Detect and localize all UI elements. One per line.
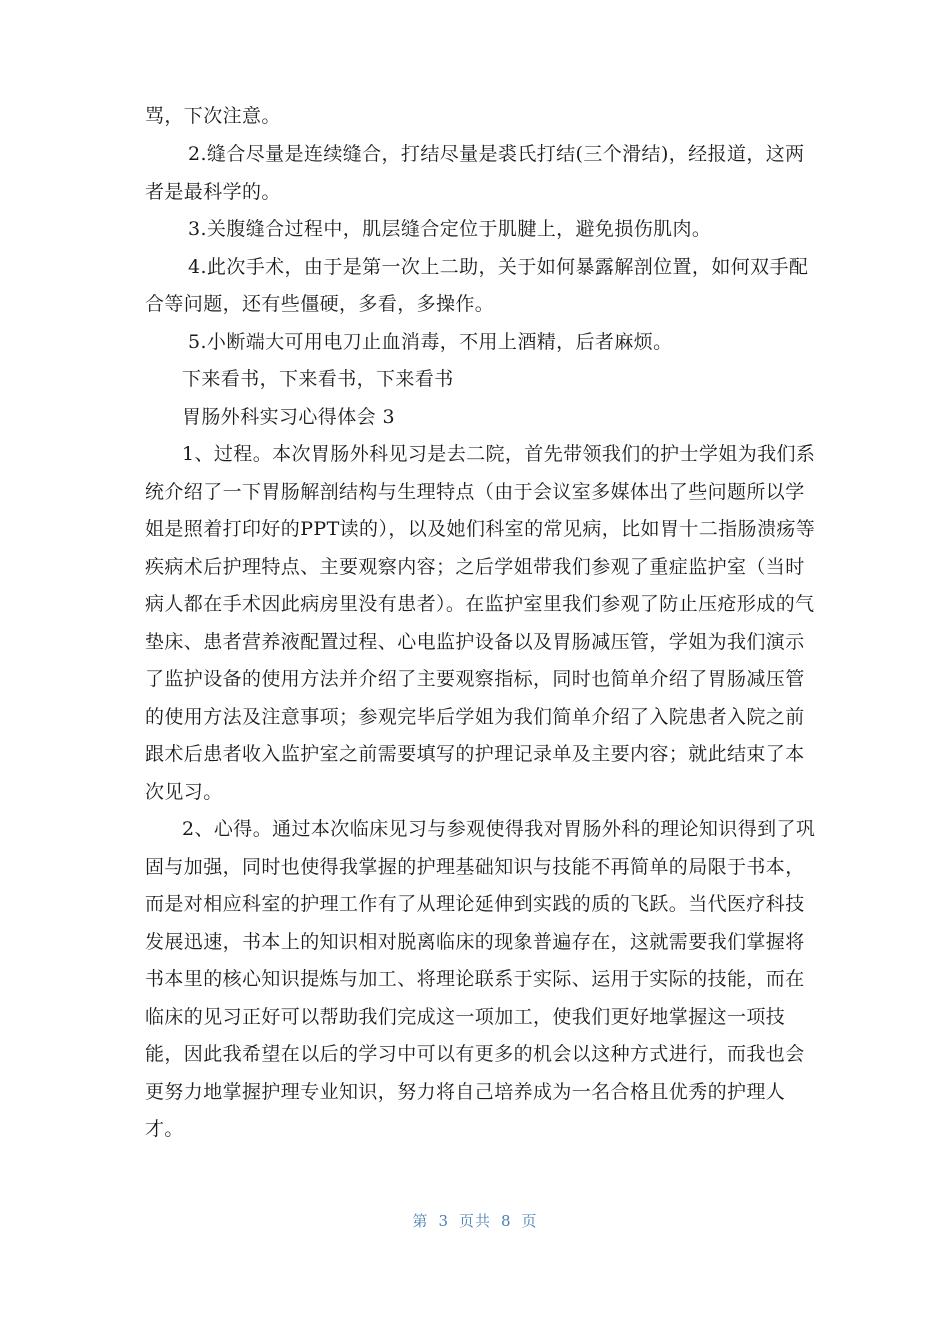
text-line: 能，因此我希望在以后的学习中可以有更多的机会以这种方式进行，而我也会 [145, 1043, 805, 1065]
text-line: 2.缝合尽量是连续缝合，打结尽量是裘氏打结(三个滑结)，经报道，这两 [188, 143, 805, 165]
text-line: 4.此次手术，由于是第一次上二助，关于如何暴露解剖位置，如何双手配 [188, 256, 809, 278]
text-line: 次见习。 [145, 781, 223, 803]
text-line: 跟术后患者收入监护室之前需要填写的护理记录单及主要内容；就此结束了本 [145, 743, 805, 765]
text-line: 2、心得。通过本次临床见习与参观使得我对胃肠外科的理论知识得到了巩 [182, 818, 816, 840]
text-line: 了监护设备的使用方法并介绍了主要观察指标，同时也简单介绍了胃肠减压管 [145, 668, 805, 690]
footer-middle: 页共 [458, 1212, 491, 1230]
text-line: 1、过程。本次胃肠外科见习是去二院，首先带领我们的护士学姐为我们系 [182, 443, 816, 465]
text-line: 发展迅速，书本上的知识相对脱离临床的现象普遍存在，这就需要我们掌握将 [145, 931, 805, 953]
page-footer [0, 1210, 950, 1231]
text-line: 书本里的核心知识提炼与加工、将理论联系于实际、运用于实际的技能，而在 [145, 968, 805, 990]
text-line: 的使用方法及注意事项；参观完毕后学姐为我们简单介绍了入院患者入院之前 [145, 706, 805, 728]
current-page-number: 3 [438, 1212, 449, 1230]
text-line: 骂，下次注意。 [145, 105, 281, 127]
text-line: 病人都在手术因此病房里没有患者）。在监护室里我们参观了防止压疮形成的气 [145, 593, 815, 615]
text-line: 才。 [145, 1118, 184, 1140]
text-line: 下来看书，下来看书，下来看书 [182, 368, 454, 390]
text-line: 统介绍了一下胃肠解剖结构与生理特点（由于会议室多媒体出了些问题所以学 [145, 481, 805, 503]
text-line: 疾病术后护理特点、主要观察内容；之后学姐带我们参观了重症监护室（当时 [145, 556, 805, 578]
footer-prefix: 第 [412, 1212, 429, 1230]
text-line: 固与加强，同时也使得我掌握的护理基础知识与技能不再简单的局限于书本， [145, 856, 805, 878]
text-line: 临床的见习正好可以帮助我们完成这一项加工，使我们更好地掌握这一项技 [145, 1006, 786, 1028]
footer-suffix: 页 [521, 1212, 538, 1230]
text-line: 姐是照着打印好的PPT读的），以及她们科室的常见病，比如胃十二指肠溃疡等 [145, 518, 816, 540]
text-line: 5.小断端大可用电刀止血消毒，不用上酒精，后者麻烦。 [188, 331, 673, 353]
section-heading: 胃肠外科实习心得体会 3 [182, 406, 395, 428]
text-line: 3.关腹缝合过程中，肌层缝合定位于肌腱上，避免损伤肌肉。 [188, 218, 712, 240]
text-line: 垫床、患者营养液配置过程、心电监护设备以及胃肠减压管，学姐为我们演示 [145, 631, 805, 653]
text-line: 而是对相应科室的护理工作有了从理论延伸到实践的质的飞跃。当代医疗科技 [145, 893, 805, 915]
total-page-number: 8 [501, 1212, 512, 1230]
text-line: 者是最科学的。 [145, 181, 281, 203]
text-line: 更努力地掌握护理专业知识，努力将自己培养成为一名合格且优秀的护理人 [145, 1081, 786, 1103]
text-line: 合等问题，还有些僵硬，多看，多操作。 [145, 293, 495, 315]
